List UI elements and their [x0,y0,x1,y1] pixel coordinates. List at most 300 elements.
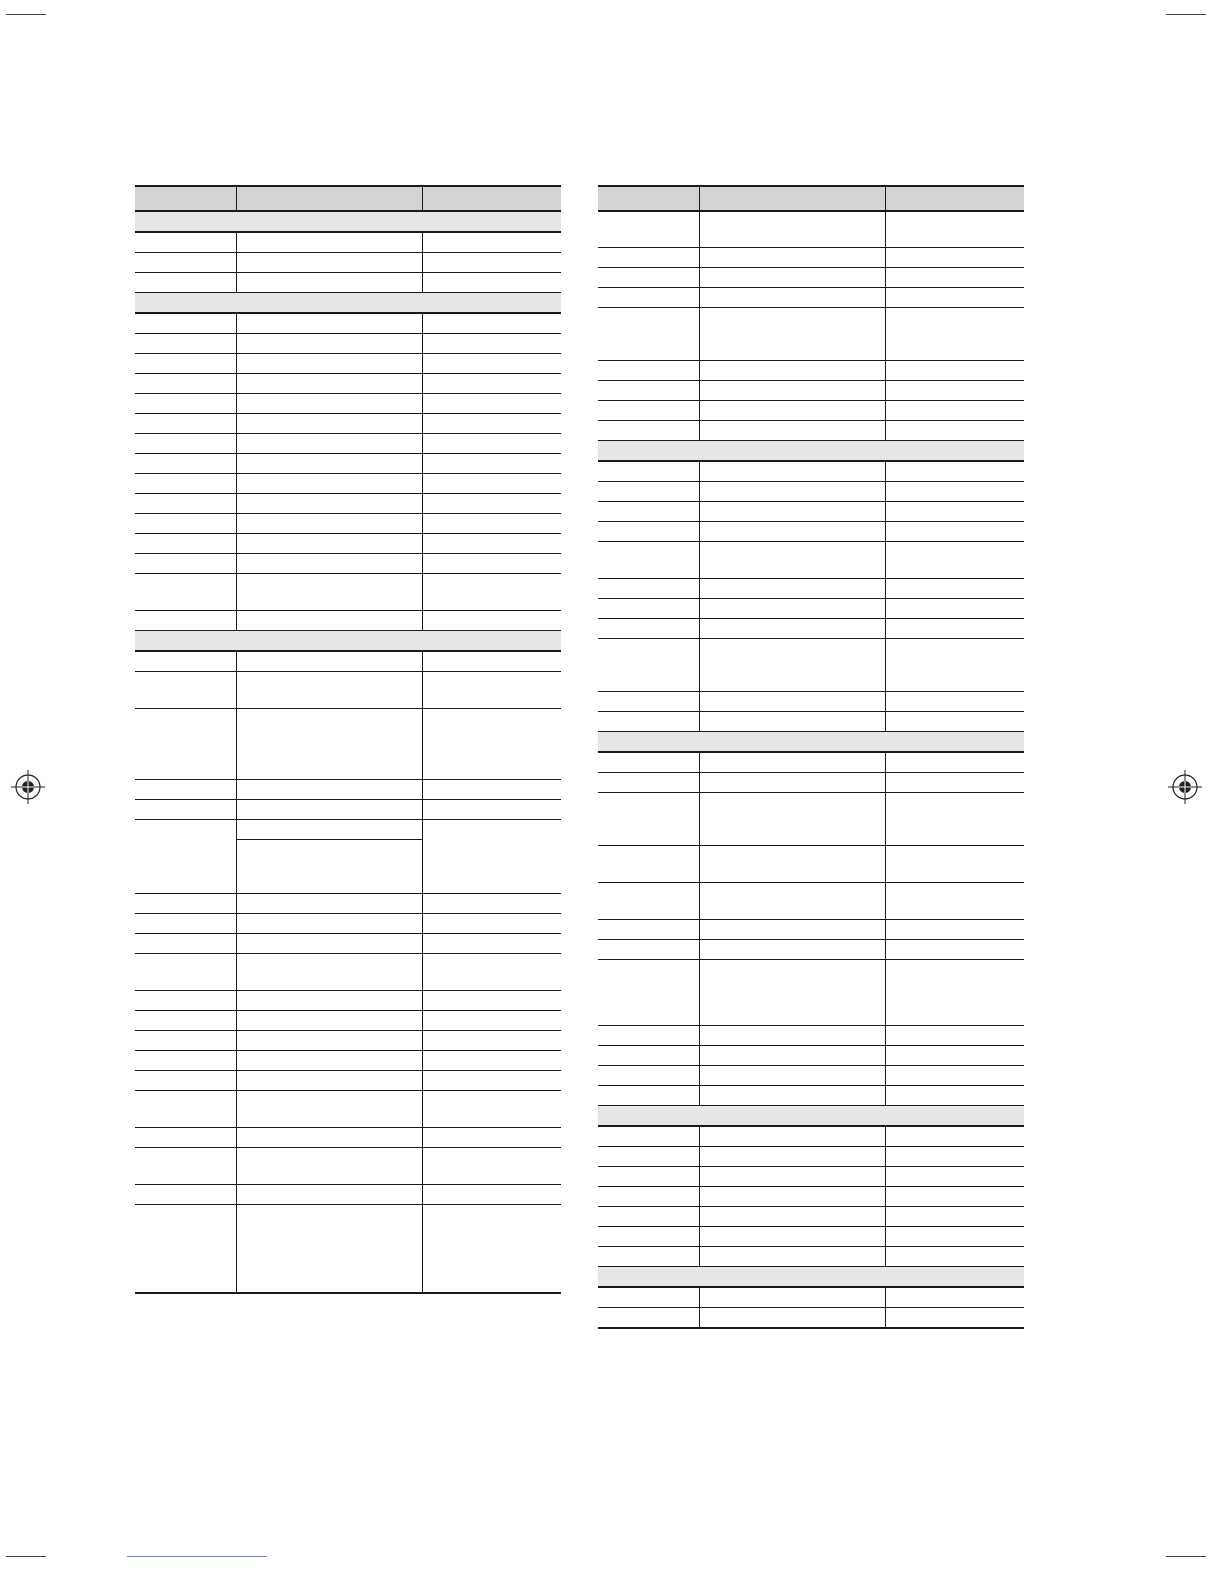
table-row [598,1207,1024,1227]
table-row [598,619,1024,639]
table-row [135,894,561,914]
table-cell [135,914,236,934]
section-row [598,1106,1024,1127]
table-cell [598,1167,699,1187]
table-row [598,268,1024,288]
table-cell [885,482,1024,502]
table-cell [699,920,885,940]
table-row [598,940,1024,960]
table-cell [236,313,422,334]
table-row [135,780,561,800]
table-cell [699,773,885,793]
table-cell [885,960,1024,1026]
table-cell [135,934,236,954]
table-cell [598,1308,699,1329]
table-cell [135,611,236,631]
table-cell [236,354,422,374]
table-row [598,1308,1024,1329]
table-row [598,502,1024,522]
table-cell [699,639,885,692]
table-cell [598,1207,699,1227]
table-cell [236,334,422,354]
table-cell [598,248,699,268]
header-cell [885,186,1024,211]
table-cell [135,651,236,672]
table-cell [885,421,1024,441]
table-row [598,846,1024,883]
table-row [135,651,561,672]
table-cell [885,308,1024,361]
table-cell [135,800,236,820]
table-cell [598,482,699,502]
table-cell [699,619,885,639]
table-cell [699,542,885,579]
table-row [598,960,1024,1026]
table-row [135,434,561,454]
table-cell [598,1046,699,1066]
table-cell [699,461,885,482]
table-cell [699,288,885,308]
table-cell [135,394,236,414]
table-cell [422,514,561,534]
table-cell [422,709,561,780]
right-table-header [598,186,1024,211]
table-cell [422,313,561,334]
table-row [135,394,561,414]
table-cell [135,672,236,709]
table-cell [135,1051,236,1071]
table-row [135,800,561,820]
table-cell [236,914,422,934]
table-cell [885,288,1024,308]
table-cell [885,599,1024,619]
table-row [135,534,561,554]
table-row [135,991,561,1011]
table-cell [236,800,422,820]
table-cell [699,1247,885,1267]
table-row [598,1247,1024,1267]
table-cell [699,268,885,288]
table-cell [422,1091,561,1128]
header-cell [135,186,236,211]
section-row [598,732,1024,753]
crop-mark-top-left [6,14,46,15]
table-cell [699,1287,885,1308]
table-row [135,334,561,354]
table-cell [422,914,561,934]
table-cell [699,421,885,441]
table-row [135,820,561,840]
table-cell [699,522,885,542]
table-row [135,253,561,273]
table-cell [885,1147,1024,1167]
table-cell [885,883,1024,920]
table-cell [598,1187,699,1207]
table-cell [422,820,561,894]
table-cell [422,1185,561,1205]
table-cell [422,574,561,611]
table-cell [236,1031,422,1051]
table-cell [236,574,422,611]
section-row [135,293,561,314]
table-row [135,574,561,611]
table-cell [135,1148,236,1185]
table-cell [422,434,561,454]
left-registration-icon [11,770,45,804]
table-cell [236,1091,422,1128]
table-row [598,1167,1024,1187]
table-cell [598,599,699,619]
table-cell [422,1031,561,1051]
table-cell [699,940,885,960]
table-cell [422,1051,561,1071]
table-cell [598,288,699,308]
table-cell [699,883,885,920]
table-row [135,494,561,514]
section-row [598,441,1024,462]
table-cell [135,354,236,374]
table-cell [598,1227,699,1247]
table-cell [236,514,422,534]
table-row [135,1205,561,1294]
table-row [135,273,561,293]
footer-rule [127,1556,267,1557]
table-row [598,1046,1024,1066]
section-heading [135,211,561,232]
table-row [598,542,1024,579]
table-cell [135,1071,236,1091]
table-cell [236,954,422,991]
table-cell [598,793,699,846]
table-row [135,1148,561,1185]
section-row [598,1267,1024,1288]
table-cell [885,1046,1024,1066]
table-cell [598,1126,699,1147]
table-cell [885,1308,1024,1329]
section-heading [598,732,1024,753]
table-cell [598,522,699,542]
table-cell [598,579,699,599]
table-row [598,1066,1024,1086]
table-cell [699,361,885,381]
crop-mark-top-right [1166,14,1206,15]
table-row [135,414,561,434]
header-cell [236,186,422,211]
crop-mark-bottom-right [1166,1556,1206,1557]
table-cell [699,599,885,619]
table-cell [699,308,885,361]
table-cell [598,1147,699,1167]
table-row [598,1086,1024,1106]
table-cell [885,940,1024,960]
table-cell [598,692,699,712]
table-cell [598,1066,699,1086]
table-row [598,308,1024,361]
table-cell [135,232,236,253]
table-row [598,752,1024,773]
table-cell [236,611,422,631]
table-row [135,514,561,534]
table-cell [699,1026,885,1046]
table-cell [422,354,561,374]
table-cell [236,454,422,474]
table-row [135,1051,561,1071]
table-cell [699,1046,885,1066]
table-row [135,611,561,631]
left-table-body [135,211,561,1293]
table-row [598,692,1024,712]
table-cell [236,434,422,454]
table-row [598,920,1024,940]
table-cell [135,253,236,273]
table-cell [598,211,699,248]
table-row [135,672,561,709]
table-cell [236,1148,422,1185]
table-cell [135,709,236,780]
crop-mark-bottom-left [6,1556,46,1557]
table-cell [422,954,561,991]
table-cell [422,780,561,800]
table-cell [236,474,422,494]
table-cell [699,1187,885,1207]
table-cell [422,374,561,394]
table-cell [699,752,885,773]
table-cell [699,502,885,522]
table-cell [885,712,1024,732]
table-cell [422,454,561,474]
table-cell [135,894,236,914]
table-cell [422,1071,561,1091]
table-row [135,1091,561,1128]
table-cell [598,1026,699,1046]
table-row [598,793,1024,846]
table-cell [422,414,561,434]
table-cell [236,709,422,780]
table-cell [699,1066,885,1086]
table-row [598,381,1024,401]
table-row [135,1128,561,1148]
table-row [598,461,1024,482]
table-cell [236,253,422,273]
table-cell [135,991,236,1011]
table-cell [422,991,561,1011]
right-registration-icon [1168,770,1202,804]
table-cell [422,651,561,672]
table-cell [422,253,561,273]
table-cell [135,1091,236,1128]
table-cell [885,522,1024,542]
table-cell [598,846,699,883]
table-cell [699,1308,885,1329]
table-row [598,248,1024,268]
table-cell [885,502,1024,522]
table-cell [699,1207,885,1227]
table-cell [422,494,561,514]
table-row [598,639,1024,692]
table-row [135,1011,561,1031]
table-cell [885,846,1024,883]
table-cell [422,800,561,820]
table-row [598,1287,1024,1308]
table-row [598,883,1024,920]
table-cell [422,334,561,354]
section-row [135,211,561,232]
table-cell [236,1051,422,1071]
table-cell [699,401,885,421]
table-cell [422,1011,561,1031]
table-row [598,1147,1024,1167]
table-cell [885,211,1024,248]
table-cell [236,273,422,293]
table-cell [699,1126,885,1147]
table-row [598,712,1024,732]
table-row [135,474,561,494]
table-cell [598,421,699,441]
table-cell [699,381,885,401]
table-cell [422,394,561,414]
section-heading [135,293,561,314]
section-heading [135,631,561,652]
table-row [598,522,1024,542]
table-cell [598,308,699,361]
table-cell [598,1086,699,1106]
table-cell [885,461,1024,482]
table-cell [598,920,699,940]
table-cell [699,1227,885,1247]
table-cell [598,712,699,732]
table-cell [598,883,699,920]
table-cell [598,401,699,421]
table-cell [422,1148,561,1185]
table-cell [885,793,1024,846]
table-row [135,914,561,934]
table-cell [236,534,422,554]
table-cell [236,991,422,1011]
table-cell [135,334,236,354]
table-cell [885,268,1024,288]
table-row [135,374,561,394]
table-cell [135,313,236,334]
table-cell [885,1287,1024,1308]
table-row [135,554,561,574]
table-cell [699,1086,885,1106]
table-cell [598,502,699,522]
section-heading [598,1267,1024,1288]
table-cell [598,773,699,793]
table-cell [699,579,885,599]
table-cell [699,960,885,1026]
table-cell [422,611,561,631]
table-cell [699,248,885,268]
table-cell [422,232,561,253]
table-cell [598,752,699,773]
table-cell [236,1205,422,1294]
table-cell [885,542,1024,579]
table-cell [135,1128,236,1148]
table-cell [236,820,422,840]
table-cell [135,414,236,434]
table-cell [885,1026,1024,1046]
table-cell [885,752,1024,773]
table-row [598,288,1024,308]
table-cell [422,1205,561,1294]
table-cell [885,773,1024,793]
table-cell [236,651,422,672]
table-cell [885,1167,1024,1187]
table-row [598,579,1024,599]
table-row [135,313,561,334]
table-cell [236,1011,422,1031]
table-cell [135,1185,236,1205]
table-cell [598,1287,699,1308]
section-row [135,631,561,652]
table-row [135,934,561,954]
table-cell [135,434,236,454]
table-row [135,454,561,474]
table-row [598,361,1024,381]
table-cell [422,934,561,954]
header-cell [598,186,699,211]
table-cell [236,934,422,954]
header-cell [699,186,885,211]
table-cell [885,1126,1024,1147]
table-cell [422,474,561,494]
table-cell [699,793,885,846]
table-cell [699,846,885,883]
table-row [598,401,1024,421]
table-cell [885,1227,1024,1247]
table-cell [699,692,885,712]
table-cell [598,639,699,692]
table-row [135,954,561,991]
table-cell [699,211,885,248]
table-cell [236,394,422,414]
table-cell [422,672,561,709]
table-cell [885,619,1024,639]
left-table [135,185,561,1294]
section-heading [598,1106,1024,1127]
table-cell [885,1086,1024,1106]
table-cell [135,454,236,474]
table-cell [598,619,699,639]
table-cell [135,574,236,611]
table-cell [885,920,1024,940]
table-cell [135,1031,236,1051]
left-table-header [135,186,561,211]
table-cell [699,1167,885,1187]
table-cell [135,820,236,894]
table-cell [598,1247,699,1267]
table-cell [598,940,699,960]
table-cell [135,1011,236,1031]
table-cell [135,954,236,991]
table-cell [135,1205,236,1294]
table-cell [699,482,885,502]
table-cell [598,960,699,1026]
table-row [598,211,1024,248]
table-cell [135,780,236,800]
table-cell [598,268,699,288]
table-cell [885,1066,1024,1086]
table-cell [135,494,236,514]
section-heading [598,441,1024,462]
table-row [598,599,1024,619]
table-row [135,709,561,780]
table-cell [236,414,422,434]
table-row [598,773,1024,793]
table-cell [236,1071,422,1091]
table-cell [885,1247,1024,1267]
